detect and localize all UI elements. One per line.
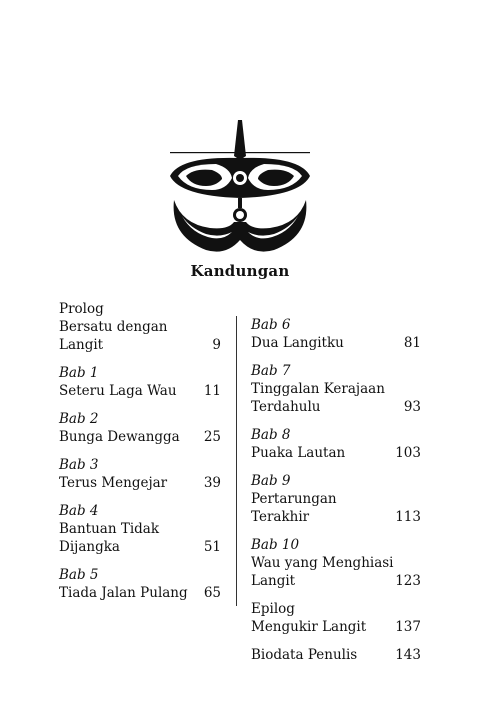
page-number: 25 (203, 429, 221, 445)
toc-entry (59, 456, 221, 492)
toc-entry (59, 300, 221, 354)
toc-entry (251, 600, 421, 636)
chapter-label: Bab 5 (59, 567, 99, 583)
chapter-label: Bab 8 (251, 427, 291, 443)
entry-title-line: Tinggalan Kerajaan (251, 381, 385, 397)
toc-entry (59, 502, 221, 556)
page-number: 103 (395, 445, 421, 461)
chapter-label: Bab 4 (59, 503, 99, 519)
chapter-label: Bab 7 (251, 363, 291, 379)
toc-entry (251, 646, 421, 664)
page-number: 81 (403, 335, 421, 351)
page-number: 137 (395, 619, 421, 635)
page-number: 11 (203, 383, 221, 399)
entry-title: Puaka Lautan (251, 445, 346, 461)
page-number: 39 (203, 475, 221, 491)
toc-right-column (251, 316, 421, 674)
toc-entry (59, 364, 221, 400)
page-number: 9 (212, 337, 221, 353)
chapter-label: Bab 10 (251, 537, 300, 553)
toc-entry (251, 316, 421, 352)
page-number: 51 (203, 539, 221, 555)
entry-title: Terus Mengejar (59, 475, 168, 491)
chapter-label: Bab 1 (59, 365, 99, 381)
entry-title: Seteru Laga Wau (59, 383, 177, 399)
entry-title-line: Wau yang Menghiasi (251, 555, 394, 571)
wau-kite-ornament (160, 116, 320, 261)
toc-entry (251, 536, 421, 590)
chapter-label: Bab 3 (59, 457, 99, 473)
entry-title: Langit (251, 573, 296, 589)
chapter-label: Bab 6 (251, 317, 291, 333)
entry-title: Bersatu dengan Langit (59, 319, 168, 353)
page-number: 93 (403, 399, 421, 415)
toc-entry (59, 410, 221, 446)
toc-entry (251, 426, 421, 462)
entry-title: Mengukir Langit (251, 619, 367, 635)
entry-title-line: Prolog (59, 301, 104, 317)
page-number: 143 (395, 647, 421, 663)
entry-title: Tiada Jalan Pulang (59, 585, 188, 601)
entry-title: Pertarungan Terakhir (251, 491, 337, 525)
entry-title: Dijangka (59, 539, 120, 555)
toc-entry (251, 362, 421, 416)
chapter-label: Bab 2 (59, 411, 99, 427)
entry-title: Biodata Penulis (251, 647, 358, 663)
toc-entry (251, 472, 421, 526)
entry-title-line: Epilog (251, 601, 295, 617)
toc-entry (59, 566, 221, 602)
entry-title: Bunga Dewangga (59, 429, 180, 445)
column-divider (236, 316, 237, 606)
page-title: Kandungan (190, 262, 290, 280)
page-number: 65 (203, 585, 221, 601)
entry-title: Dua Langitku (251, 335, 344, 351)
page-number: 123 (395, 573, 421, 589)
page-number: 113 (395, 509, 421, 525)
toc-left-column (59, 300, 221, 612)
entry-title: Terdahulu (251, 399, 321, 415)
entry-title-line: Bantuan Tidak (59, 521, 160, 537)
chapter-label: Bab 9 (251, 473, 291, 489)
